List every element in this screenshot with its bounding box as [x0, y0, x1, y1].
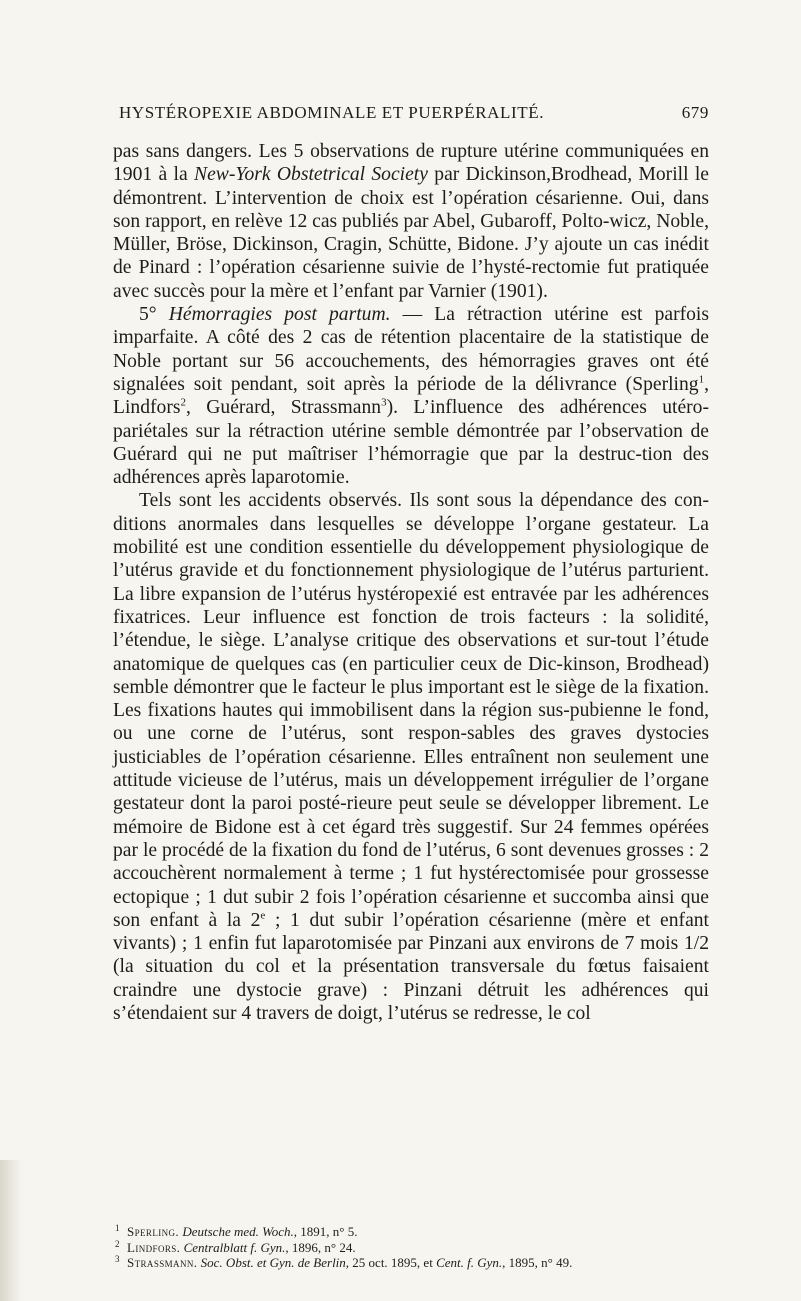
text-run: , Lindfors [113, 373, 709, 419]
footnote [113, 1240, 709, 1256]
footnote-number: 2 [115, 1238, 120, 1249]
superscript: 1 [698, 373, 705, 386]
footnote-ref: 25 oct. 1895, et [349, 1255, 437, 1271]
paragraph [113, 303, 709, 489]
footnote-ref-2: , 1895, n° 49. [502, 1255, 573, 1271]
body-text [113, 140, 709, 1025]
footnote-journal-2: Cent. f. Gyn. [436, 1255, 503, 1271]
text-run: — La rétraction utérine est parfois imparfaite. A côté des 2 cas de rétention placentaire de la statistique de Noble portant sur 56 accouchements, des hémorragies graves ont été signalées soit pendant, soit après la période de la délivrance (Sperling [113, 304, 710, 395]
running-title: HYSTÉROPEXIE ABDOMINALE ET PUERPÉRALITÉ. [119, 103, 545, 122]
footnote-author: Lindfors. [127, 1239, 181, 1255]
page-number: 679 [681, 103, 709, 122]
footnote [113, 1255, 709, 1271]
text-run: 5° [139, 304, 169, 326]
superscript: e [260, 909, 266, 922]
text-run: , Guérard, Strassmann [185, 397, 382, 419]
text-run: pas sans dangers. Les 5 observations de rupture utérine communiquées en 1901 à la [113, 141, 709, 186]
footnotes [113, 1224, 709, 1271]
running-header [113, 103, 709, 127]
page-edge-shadow [0, 1160, 22, 1301]
paragraph [113, 489, 709, 1025]
italic-text: Hémorragies post partum. [168, 304, 391, 326]
footnote-ref: , 1891, n° 5. [293, 1224, 358, 1239]
footnote-number: 3 [115, 1254, 120, 1265]
footnote-journal: Deutsche med. Woch. [182, 1224, 294, 1239]
footnote-ref: , 1896, n° 24. [285, 1239, 356, 1255]
footnote-author: Sperling. [127, 1224, 180, 1239]
superscript: 2 [180, 396, 186, 409]
italic-text: New-York Obstetrical Society [194, 164, 428, 186]
footnote-author: Strassmann. [127, 1255, 198, 1271]
paragraph [113, 140, 709, 303]
footnote-journal: Centralblatt f. Gyn. [183, 1239, 286, 1255]
text-run: ). L’influence des adhérences utéro-pariétales sur la rétraction utérine semble démontrée par l’observation de Guérard qui ne put maîtriser l’hémorragie que par la destruc-tion des adhérences après laparotomie. [113, 397, 709, 489]
footnote-number: 1 [115, 1223, 120, 1233]
footnote [113, 1224, 709, 1240]
superscript: 3 [381, 396, 387, 409]
text-run: ; 1 dut subir l’opération césarienne (mère et enfant vivants) ; 1 enfin fut laparotomisée par Pinzani aux environs de 7 mois 1/2 (la situation du col et la présentation transversale du fœtus faisaient craindre une dystocie grave) : Pinzani détruit les adhérences qui s’étendaient sur 4 travers de doigt, l’utérus se redresse, le col [113, 909, 709, 1024]
text-run: par Dickinson,Brodhead, Morill le démontrent. L’intervention de choix est l’opération césarienne. Oui, dans son rapport, en relève 12 cas publiés par Abel, Gubaroff, Polto-wicz, Noble, Müller, Bröse, Dickinson, Cragin, Schütte, Bidone. J’y ajoute un cas inédit de Pinard : l’opération césarienne suivie de l’hysté-rectomie fut pratiquée avec succès pour la mère et l’enfant par Varnier (1901). [113, 164, 709, 302]
text-run: Tels sont les accidents observés. Ils sont sous la dépendance des con-ditions anormales dans lesquelles se développe l’organe gestateur. La mobilité est une condition essentielle du développement physiologique de l’utérus gravide et du fonctionnement physiologique de l’utérus parturient. La libre expansion de l’utérus hystéropexié est entravée par les adhérences fixatrices. Leur influence est fonction de trois facteurs : la solidité, l’étendue, le siège. L’analyse critique des observations et sur-tout l’étude anatomique de quelques cas (en particulier ceux de Dic-kinson, Brodhead) semble démontrer que le facteur le plus important est le siège de la fixation. Les fixations hautes qui immobilisent dans la région sus-pubienne le fond, ou une corne de l’utérus, sont respon-sables des graves dystocies justiciables de l’opération césarienne. Elles entraînent non seulement une attitude vicieuse de l’utérus, mais un développement irrégulier de l’organe gestateur dont la paroi posté-rieure peut seule se développer librement. Le mémoire de Bidone est à cet égard très suggestif. Sur 24 femmes opérées par le procédé de la fixation du fond de l’utérus, 6 sont devenues grosses : 2 accouchèrent normalement à terme ; 1 fut hystérectomisée pour grossesse ectopique ; 1 dut subir 2 fois l’opération césarienne et succomba ainsi que son enfant à la 2 [113, 490, 709, 931]
footnote-journal: Soc. Obst. et Gyn. de Berlin, [200, 1255, 350, 1271]
